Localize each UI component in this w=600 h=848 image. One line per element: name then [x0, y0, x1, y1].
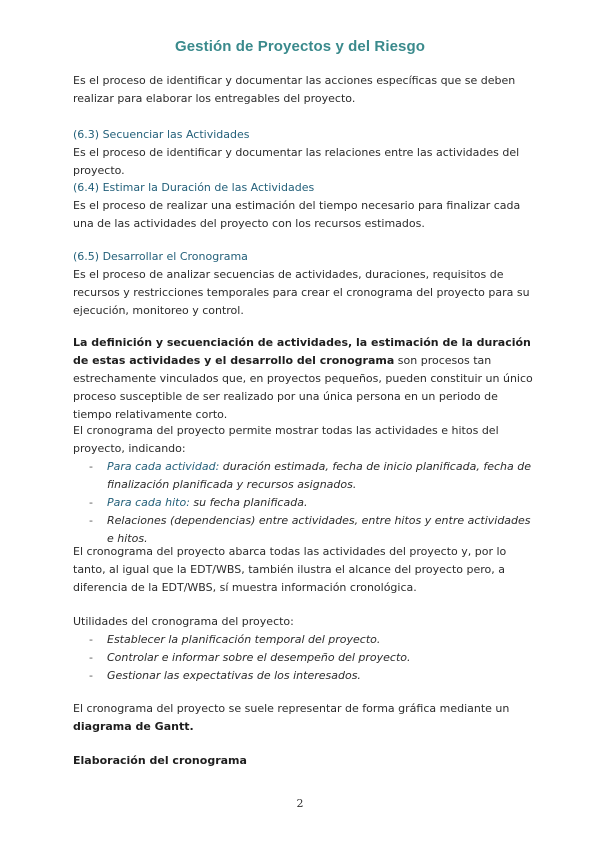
section-body: Es el proceso de realizar una estimación del tiempo necesario para finalizar cada una de las actividades del proyecto con los recursos estimados. [73, 199, 521, 230]
gantt-bold: diagrama de Gantt. [73, 720, 194, 733]
subheading [73, 752, 533, 770]
intro-text: Es el proceso de identificar y documentar las acciones específicas que se deben realizar para elaborar los entregables del proyecto. [73, 74, 516, 105]
intro-paragraph [73, 72, 533, 108]
list-item: - Controlar e informar sobre el desempeño del proyecto. [89, 651, 411, 664]
list-item: - Para cada hito: su fecha planificada. [89, 496, 308, 509]
list-item: - Relaciones (dependencias) entre actividades, entre hitos y entre actividades e hitos. [89, 514, 531, 545]
definition-rest: son procesos tan estrechamente vinculados que, en proyectos pequeños, pueden constituir un único proceso susceptible de ser realizado por una única persona en un periodo de tiempo relativamente corto. [73, 354, 533, 421]
list-item: - Gestionar las expectativas de los interesados. [89, 669, 361, 682]
section-body: Es el proceso de identificar y documentar las relaciones entre las actividades del proyecto. [73, 146, 520, 177]
section-6-4 [73, 179, 533, 233]
definition-paragraph [73, 334, 533, 424]
utilidades-intro: Utilidades del cronograma del proyecto: [73, 615, 294, 628]
subheading-text: Elaboración del cronograma [73, 754, 247, 767]
cronograma-intro: El cronograma del proyecto permite mostrar todas las actividades e hitos del proyecto, indicando: [73, 424, 499, 455]
definition-bold: La definición y secuenciación de actividades, la estimación de la duración de estas actividades y el desarrollo del cronograma [73, 336, 531, 367]
gantt-paragraph [73, 700, 533, 736]
page-number: 2 [296, 797, 304, 810]
section-body: Es el proceso de analizar secuencias de actividades, duraciones, requisitos de recursos y restricciones temporales para crear el cronograma del proyecto para su ejecución, monitoreo y control. [73, 268, 530, 317]
indicando-list [89, 458, 533, 548]
section-6-3 [73, 126, 533, 180]
section-title: (6.5) Desarrollar el Cronograma [73, 250, 248, 263]
section-6-5 [73, 248, 533, 320]
edt-text: El cronograma del proyecto abarca todas las actividades del proyecto y, por lo tanto, al igual que la EDT/WBS, también ilustra el alcance del proyecto pero, a diferencia de la EDT/WBS, sí muestra información cronológica. [73, 545, 507, 594]
page-title: Gestión de Proyectos y del Riesgo [174, 38, 426, 55]
gantt-text: El cronograma del proyecto se suele representar de forma gráfica mediante un [73, 702, 510, 715]
list-item: - Para cada actividad: duración estimada, fecha de inicio planificada, fecha de finalización planificada y recursos asignados. [89, 460, 531, 491]
utilidades-paragraph [73, 613, 533, 685]
edt-paragraph [73, 543, 533, 597]
utilidades-list [89, 631, 533, 685]
section-title: (6.4) Estimar la Duración de las Actividades [73, 181, 315, 194]
list-item: - Establecer la planificación temporal del proyecto. [89, 633, 381, 646]
section-title: (6.3) Secuenciar las Actividades [73, 128, 250, 141]
cronograma-paragraph [73, 422, 533, 548]
